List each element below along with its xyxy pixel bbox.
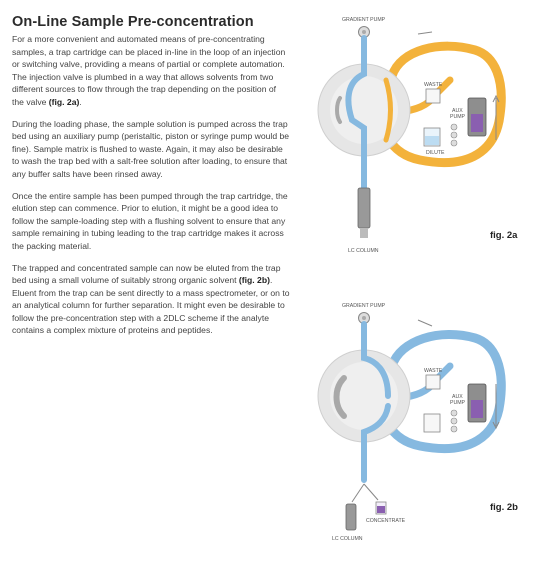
- aux-pump-icon: [468, 98, 486, 136]
- lc-column-label: LC COLUMN: [332, 536, 363, 542]
- lc-column-label: LC COLUMN: [348, 248, 379, 254]
- lc-column-icon: [346, 504, 356, 530]
- dilute-beaker-icon: [424, 128, 440, 146]
- split-arrow-left-icon: [352, 484, 364, 502]
- valve-stack-icon: [451, 124, 457, 146]
- aux-pump-icon: [468, 384, 486, 422]
- gradient-pump-label: GRADIENT PUMP: [342, 17, 386, 23]
- waste-vial-icon: [426, 375, 440, 389]
- concentrate-vial-icon: [376, 502, 386, 514]
- fig-2b-ref: (fig. 2b): [238, 275, 270, 286]
- paragraph-1: [12, 33, 290, 109]
- figure-2b: [300, 296, 540, 546]
- flow-arrow-icon: [418, 32, 432, 34]
- paragraph-3: Once the entire sample has been pumped through the trap cartridge, the elution step can commence. Prior to elution, it might be a good idea to follow the sample-loading step with a flushing solvent to ensure that any sample remaining in tubing leading to the trap cartridge makes it across the packing material.: [12, 190, 288, 251]
- aux-pump-label-2: PUMP: [450, 114, 465, 120]
- article-text: [12, 14, 290, 346]
- aux-pump-label-1: AUX: [452, 108, 463, 114]
- beaker-icon: [424, 414, 440, 432]
- paragraph-2: During the loading phase, the sample solution is pumped across the trap bed using an auxiliary pump (peristaltic, piston or syringe pump would be fine). Sample matrix is flushed to waste. Again, it may also be desirable to wash the trap bed with a salt-free solution after loading, to ensure that any buffer salts have been rinsed away.: [12, 118, 290, 179]
- figure-2a-diagram: [300, 10, 540, 260]
- fig-2a-ref: (fig. 2a): [48, 96, 80, 107]
- waste-vial-icon: [426, 89, 440, 103]
- split-arrow-right-icon: [364, 484, 378, 500]
- article-title: On-Line Sample Pre-concentration: [12, 14, 254, 30]
- p4-text: . Eluent from the trap can be sent directly to a mass spectrometer, or on to an analytical column for further separation. It might even be desirable to follow the pre-concentration step with a 2DLC scheme if the analyte contains a complex mixture of proteins and peptides.: [12, 275, 290, 336]
- gradient-pump-label: GRADIENT PUMP: [342, 303, 386, 309]
- dilute-label: DILUTE: [426, 150, 445, 156]
- figure-2a: [300, 10, 540, 260]
- p4-start: The trapped and concentrated sample can now be eluted from the trap bed using a small volume of suitably strong organic solvent: [12, 262, 281, 286]
- figure-2b-diagram: [300, 296, 540, 546]
- lc-column-icon: [358, 188, 370, 238]
- aux-pump-label-1: AUX: [452, 394, 463, 400]
- fig-2a-label: fig. 2a: [490, 230, 518, 241]
- p1-text: For a more convenient and automated means of pre-concentrating samples, a trap cartridge can be placed in-line in the loop of an injection or switching valve, providing a means of partial or complete automation. The injection valve is plumbed in a way that allows solvents from two different sources to flow through the trap depending on the position of the valve: [12, 34, 286, 107]
- aux-pump-label-2: PUMP: [450, 400, 465, 406]
- paragraph-4: [12, 262, 290, 338]
- valve-stack-icon: [451, 410, 457, 432]
- fig-2b-label: fig. 2b: [490, 502, 518, 513]
- waste-label: WASTE: [424, 368, 443, 374]
- flow-arrow-icon: [418, 320, 432, 326]
- injection-valve: [318, 350, 410, 442]
- waste-label: WASTE: [424, 82, 443, 88]
- p1-end: .: [79, 96, 82, 107]
- concentrate-label: CONCENTRATE: [366, 518, 406, 524]
